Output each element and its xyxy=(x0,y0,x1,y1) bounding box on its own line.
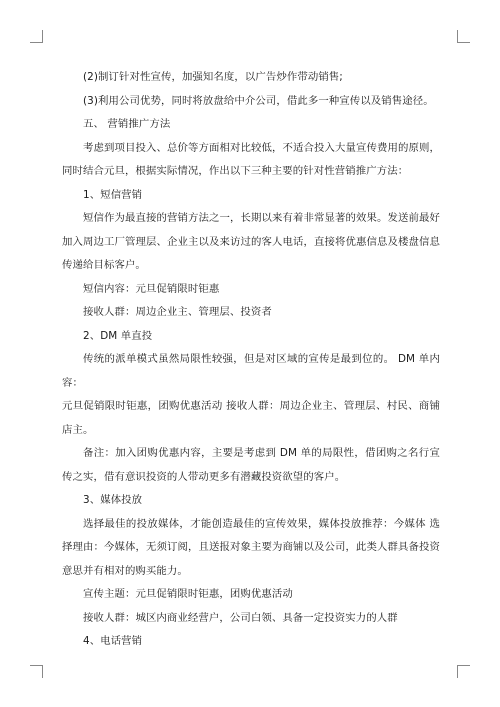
dm-note-paragraph: 备注：加入团购优惠内容，主要是考虑到 DM 单的局限性，借团购之名行宣传之实，借有意识投资的人带动更多有潜藏投资欲望的客户。 xyxy=(62,447,440,483)
list-item-3: (3)利用公司优势，同时将放盘给中介公司，借此多一种宣传以及销售途径。 xyxy=(83,94,434,107)
media-paragraph: 选择最佳的投放媒体，才能创造最佳的宣传效果，媒体投放推荐：今媒体 选择理由：今媒体，无须订阅，且送报对象主要为商铺以及公司，此类人群具备投资意思并有相对的购买能力。 xyxy=(62,517,440,577)
crop-mark-top-left xyxy=(30,30,43,43)
dm-paragraph: 传统的派单模式虽然局限性较强，但是对区域的宣传是最到位的。 DM 单内容： xyxy=(62,353,440,389)
list-item-2: (2)制订针对性宣传，加强知名度，以广告炒作带动销售; xyxy=(83,71,343,83)
subheading-phone-marketing: 4、电话营销 xyxy=(83,635,143,647)
crop-mark-top-right xyxy=(457,30,470,43)
intro-paragraph: 考虑到项目投入、总价等方面相对比较低，不适合投入大量宣传费用的原则，同时结合元旦，根据实际情况，作出以下三种主要的针对性营销推广方法： xyxy=(62,141,440,177)
crop-mark-bottom-right xyxy=(457,665,470,678)
subheading-sms-marketing: 1、短信营销 xyxy=(83,188,143,201)
sms-content-line: 短信内容：元旦促销限时钜惠 xyxy=(83,282,220,295)
document-body xyxy=(62,66,440,654)
subheading-media-placement: 3、媒体投放 xyxy=(83,494,143,506)
subheading-dm-direct: 2、DM 单直投 xyxy=(83,329,153,342)
section-heading-marketing-methods: 五、 营销推广方法 xyxy=(83,118,171,130)
media-audience-line: 接收人群：城区内商业经营户，公司白领、具备一定投资实力的人群 xyxy=(83,611,398,624)
sms-paragraph: 短信作为最直接的营销方法之一，长期以来有着非常显著的效果。发送前最好加入周边工厂管理层、企业主以及来访过的客人电话，直接将优惠信息及楼盘信息传递给目标客户。 xyxy=(62,212,440,271)
sms-audience-line: 接收人群：周边企业主、管理层、投资者 xyxy=(83,306,272,318)
dm-content-line: 元旦促销限时钜惠，团购优惠活动 接收人群：周边企业主、管理层、村民、商铺店主。 xyxy=(62,400,440,436)
crop-mark-bottom-left xyxy=(30,665,43,678)
media-theme-line: 宣传主题：元旦促销限时钜惠，团购优惠活动 xyxy=(83,588,293,600)
